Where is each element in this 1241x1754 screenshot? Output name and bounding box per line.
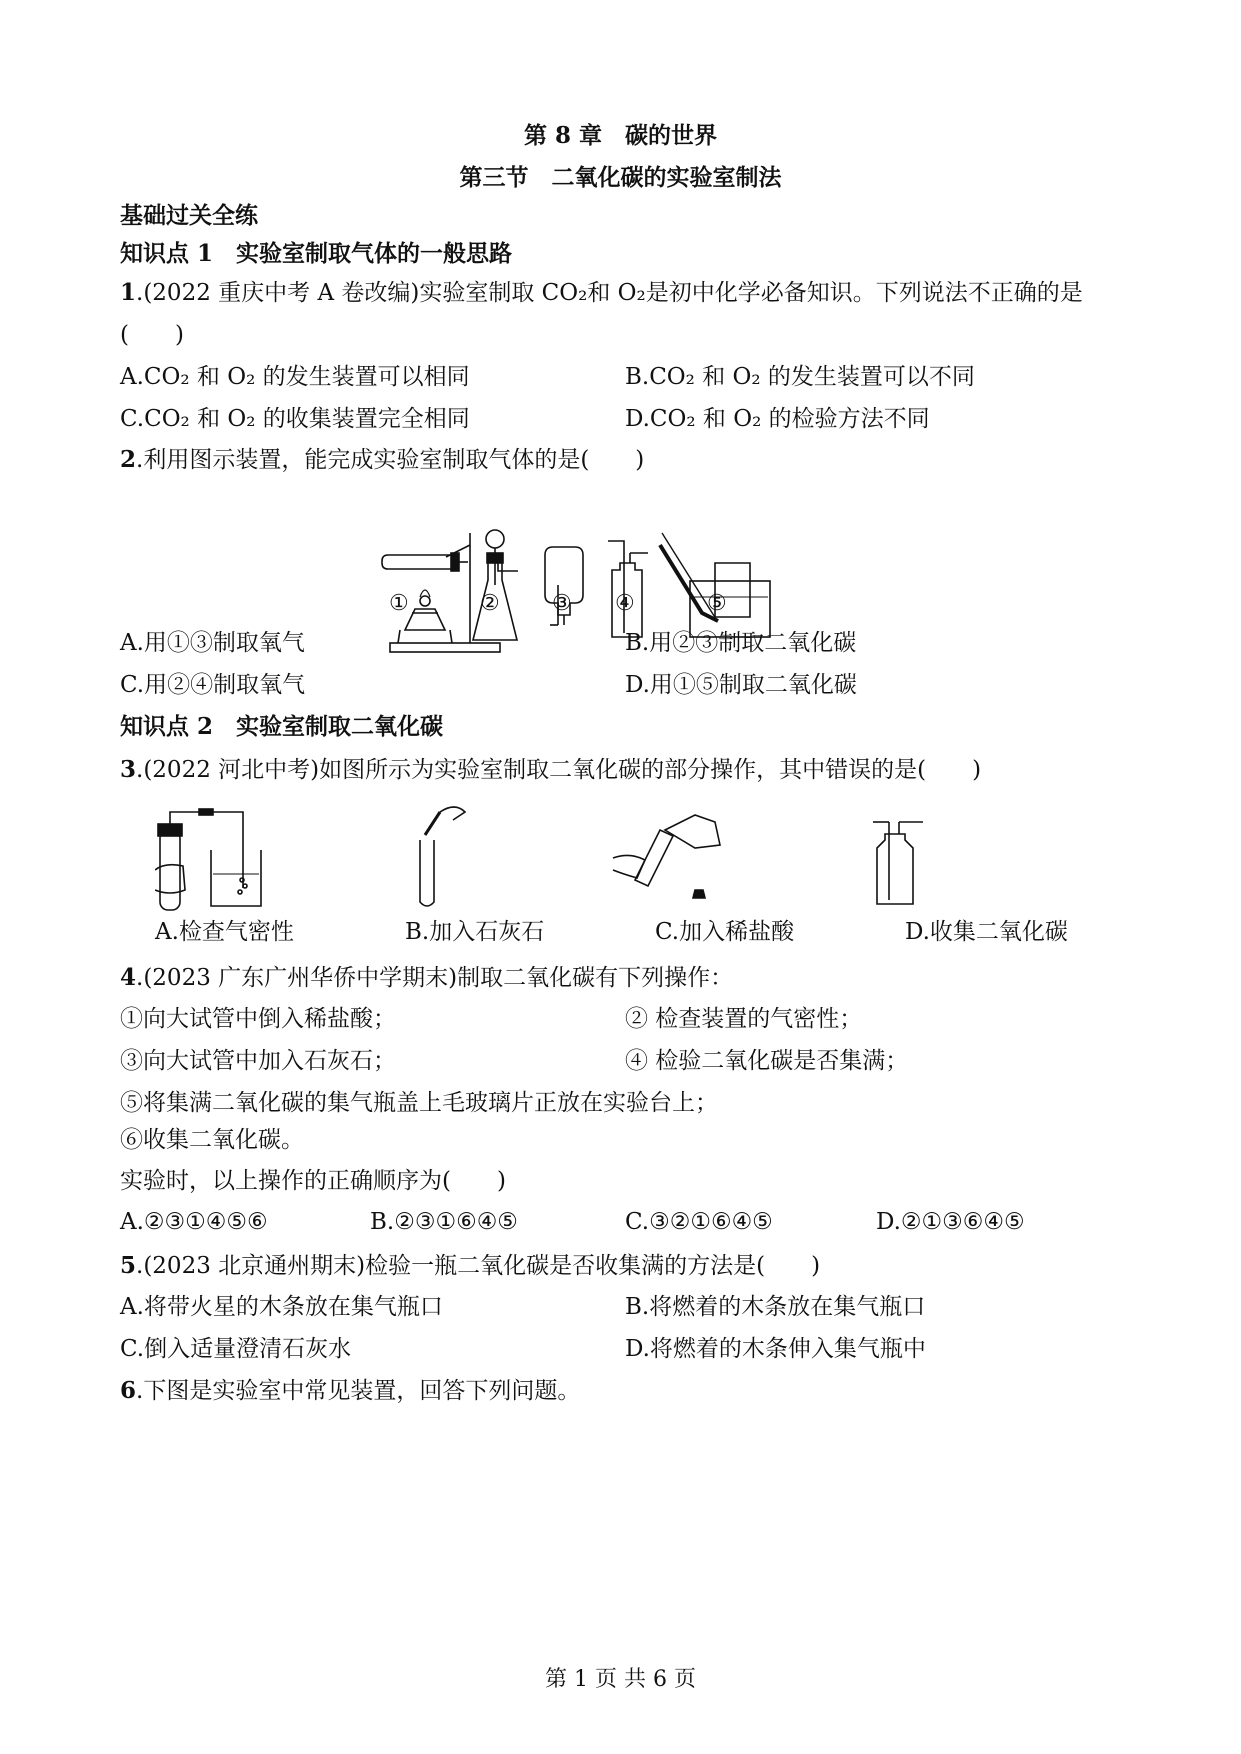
step-1: ①向大试管中倒入稀盐酸； (120, 1006, 396, 1032)
answer-blank: ( ) (120, 322, 184, 348)
question-text: .(2023 广东广州华侨中学期末)制取二氧化碳有下列操作： (136, 965, 734, 991)
figure-label-2: ② (480, 591, 500, 616)
conical-flask-icon (473, 530, 518, 640)
option-d: D.用①⑤制取二氧化碳 (625, 672, 857, 698)
caption-d: D.收集二氧化碳 (905, 919, 1068, 945)
question-number: 2 (120, 446, 137, 473)
caption-c: C.加入稀盐酸 (655, 919, 795, 945)
option-c: C.用②④制取氧气 (120, 672, 306, 698)
figure-label-1: ① (389, 591, 409, 616)
question-1-stem (120, 277, 1083, 309)
question-4-stem (120, 962, 733, 994)
option-b: B.②③①⑥④⑤ (370, 1209, 518, 1235)
question-text: .(2022 河北中考)如图所示为实验室制取二氧化碳的部分操作，其中错误的是( ) (136, 757, 982, 783)
option-a: A.②③①④⑤⑥ (120, 1209, 268, 1235)
question-number: 4 (120, 964, 137, 991)
option-b: B.将燃着的木条放在集气瓶口 (625, 1294, 926, 1320)
option-a: A.将带火星的木条放在集气瓶口 (120, 1294, 443, 1320)
chapter-title: 第 8 章 碳的世界 (523, 122, 718, 149)
option-b: B.CO₂ 和 O₂ 的发生装置可以不同 (625, 364, 975, 390)
knowledge-point-2: 知识点 2 实验室制取二氧化碳 (120, 713, 444, 740)
water-trough-icon (660, 533, 770, 637)
option-c: C.CO₂ 和 O₂ 的收集装置完全相同 (120, 406, 470, 432)
option-a: A.CO₂ 和 O₂ 的发生装置可以相同 (120, 364, 470, 390)
collect-co2-icon (873, 822, 923, 904)
question-number: 6 (120, 1377, 137, 1404)
option-a: A.用①③制取氧气 (120, 630, 305, 656)
add-acid-icon (613, 815, 720, 898)
option-d: D.②①③⑥④⑤ (876, 1209, 1025, 1235)
option-c: C.倒入适量澄清石灰水 (120, 1336, 352, 1362)
gas-collecting-bottle-icon (608, 541, 648, 637)
knowledge-point-1: 知识点 1 实验室制取气体的一般思路 (120, 240, 513, 267)
question-text: .(2023 北京通州期末)检验一瓶二氧化碳是否收集满的方法是( ) (136, 1253, 821, 1279)
airtightness-check-icon (155, 809, 261, 910)
option-b: B.用②③制取二氧化碳 (625, 630, 857, 656)
part-heading: 基础过关全练 (120, 202, 258, 229)
figure-label-4: ④ (615, 591, 635, 616)
step-4: ④ 检验二氧化碳是否集满； (625, 1048, 909, 1074)
section-title: 第三节 二氧化碳的实验室制法 (459, 164, 782, 191)
question-text: .(2022 重庆中考 A 卷改编)实验室制取 CO₂和 O₂是初中化学必备知识。下列说法不正确的是 (136, 280, 1083, 306)
step-5: ⑤将集满二氧化碳的集气瓶盖上毛玻璃片正放在实验台上； (120, 1090, 718, 1116)
question-2-stem (120, 444, 644, 476)
question-number: 5 (120, 1252, 137, 1279)
step-3: ③向大试管中加入石灰石； (120, 1048, 396, 1074)
question-text: .利用图示装置，能完成实验室制取气体的是( ) (136, 447, 645, 473)
question-4-prompt: 实验时，以上操作的正确顺序为( ) (120, 1168, 506, 1194)
figure-label-5: ⑤ (707, 591, 727, 616)
option-c: C.③②①⑥④⑤ (625, 1209, 773, 1235)
step-6: ⑥收集二氧化碳。 (120, 1127, 304, 1153)
caption-b: B.加入石灰石 (405, 919, 545, 945)
figure-label-3: ③ (552, 591, 572, 616)
option-d: D.将燃着的木条伸入集气瓶中 (625, 1336, 926, 1362)
question-6-stem (120, 1375, 580, 1407)
option-d: D.CO₂ 和 O₂ 的检验方法不同 (625, 406, 930, 432)
question-text: .下图是实验室中常见装置，回答下列问题。 (136, 1378, 581, 1404)
question-3-stem (120, 754, 981, 786)
question-number: 3 (120, 756, 137, 783)
operations-figure (155, 800, 1055, 915)
caption-a: A.检查气密性 (155, 919, 294, 945)
question-number: 1 (120, 279, 137, 306)
step-2: ② 检查装置的气密性； (625, 1006, 863, 1032)
question-5-stem (120, 1250, 820, 1282)
add-limestone-icon (420, 807, 465, 906)
page-footer: 第 1 页 共 6 页 (545, 1667, 696, 1692)
